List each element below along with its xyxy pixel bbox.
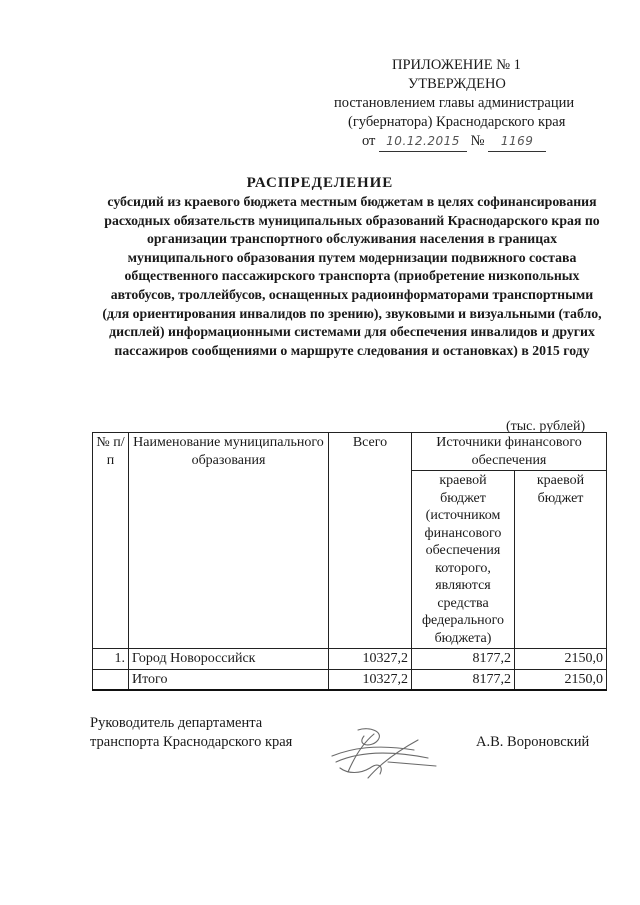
header-total: Всего: [329, 433, 412, 649]
row-total: 10327,2: [329, 649, 412, 670]
row-name: Город Новороссийск: [129, 649, 329, 670]
position-line-1: Руководитель департамента: [90, 715, 263, 731]
row-num: 1.: [93, 649, 129, 670]
row-regional: 2150,0: [515, 649, 607, 670]
table-row: [93, 649, 607, 670]
date-prefix: от: [362, 133, 376, 149]
table-total-row: [93, 669, 607, 690]
total-total: 10327,2: [329, 669, 412, 690]
total-regional: 2150,0: [515, 669, 607, 690]
total-num-cell: [93, 669, 129, 690]
approval-block: [334, 56, 596, 152]
header-sources: Источники финансового обеспечения: [412, 433, 607, 471]
distribution-table: [92, 432, 607, 691]
approval-date-line: [334, 132, 596, 152]
signatory-position: [90, 714, 292, 752]
header-name: Наименование муниципального образования: [129, 433, 329, 649]
header-num: № п/п: [93, 433, 129, 649]
date-value: 10.12.2015: [379, 132, 467, 152]
handwritten-signature: [318, 722, 448, 784]
annex-label: ПРИЛОЖЕНИЕ № 1: [392, 57, 521, 73]
header-regional-fed: краевой бюджет (источником финансового обеспечения которого, являются средства федерального бюджета): [412, 471, 515, 649]
total-label: Итого: [129, 669, 329, 690]
units-note: (тыс. рублей): [506, 419, 586, 434]
number-value: 1169: [488, 132, 546, 152]
table-header-row: [93, 433, 607, 471]
approval-line-2: (губернатора) Краснодарского края: [348, 114, 566, 130]
header-regional: краевой бюджет: [515, 471, 607, 649]
document-subtitle: субсидий из краевого бюджета местным бюджетам в целях софинансирования расходных обязательств муниципальных образований Краснодарского края по организации транспортного обслуживания населения в границах муниципального образования путем модернизации подвижного состава общественного пассажирского транспорта (приобретение низкопольных автобусов, троллейбусов, оснащенных радиоинформаторами транспортными (для ориентирования инвалидов по зрению), звуковыми и визуальными (табло, дисплей) информационными системами для обеспечения инвалидов и других пассажиров сообщениями о маршруте следования и остановках) в 2015 году: [102, 194, 602, 358]
document-title: РАСПРЕДЕЛЕНИЕ: [246, 175, 394, 191]
number-prefix: №: [470, 133, 485, 149]
total-regional-fed: 8177,2: [412, 669, 515, 690]
approval-line-1: постановлением главы администрации: [334, 95, 575, 111]
row-regional-fed: 8177,2: [412, 649, 515, 670]
approved-label: УТВЕРЖДЕНО: [408, 76, 506, 92]
signatory-name: А.В. Вороновский: [476, 734, 590, 750]
position-line-2: транспорта Краснодарского края: [90, 734, 293, 750]
